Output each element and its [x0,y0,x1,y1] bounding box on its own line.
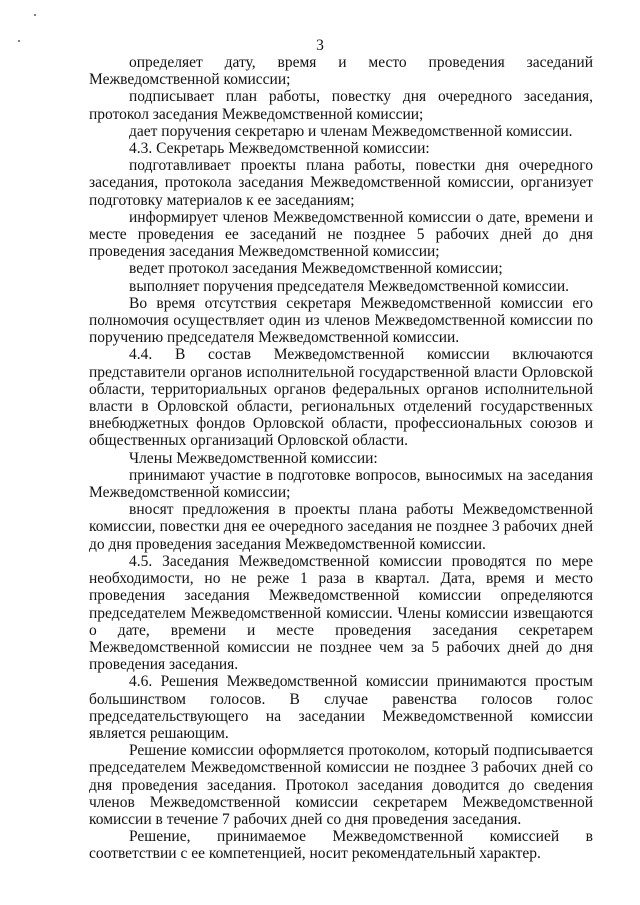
section-heading: 4.3. Секретарь Межведомственной комиссии: [129,140,430,158]
paragraph: дает поручения секретарю и членам Межведомственной комиссии. [129,122,573,140]
paragraph: определяет дату, время и место проведения заседаний Межведомственной комиссии; [89,54,593,89]
paragraph: ведет протокол заседания Межведомственной комиссии; [129,260,503,278]
paragraph: 4.6. Решения Межведомственной комиссии принимаются простым большинством голосов. В случае равенства голосов голос председательствующего на заседании Межведомственной комиссии является решающим. [89,673,593,742]
scan-speck [34,14,36,16]
page-number: 3 [316,37,324,54]
paragraph: информирует членов Межведомственной комиссии о дате, времени и месте проведения ее заседаний не позднее 5 рабочих дней до дня проведения заседания Межведомственной комиссии; [89,208,593,261]
paragraph: принимают участие в подготовке вопросов, выносимых на заседания Межведомственной комиссии; [89,466,593,502]
paragraph: 4.5. Заседания Межведомственной комиссии проводятся по мере необходимости, но не реже 1 раза в квартал. Дата, время и место проведения заседания Межведомственной комиссии определяются председателем Межведомственной комиссии. Члены комиссии извещаются о дате, времени и месте проведения заседания секретарем Межведомственной комиссии не позднее чем за 5 рабочих дней до дня проведения заседания. [89,552,593,674]
document-body [89,54,593,863]
paragraph: подписывает план работы, повестку дня очередного заседания, протокол заседания Межведомственной комиссии; [89,88,593,123]
paragraph: Во время отсутствия секретаря Межведомственной комиссии его полномочия осуществляет один из членов Межведомственной комиссии по поручению председателя Межведомственной комиссии. [89,294,593,347]
paragraph: подготавливает проекты плана работы, повестки дня очередного заседания, протокола заседания Межведомственной комиссии, организует подготовку материалов к ее заседаниям; [89,157,593,209]
paragraph: Решение комиссии оформляется протоколом, который подписывается председателем Межведомственной комиссии не позднее 3 рабочих дней со дня проведения заседания. Протокол заседания доводится до сведения членов Межведомственной комиссии секретарем Межведомственной комиссии в течение 7 рабочих дней со дня проведения заседания. [89,742,593,828]
paragraph: 4.4. В состав Межведомственной комиссии включаются представители органов исполнительной государственной власти Орловской области, территориальных органов федеральных органов исполнительной власти в Орловской области, региональных отделений государственных внебюджетных фондов Орловской области, профессиональных союзов и общественных организаций Орловской области. [89,346,593,450]
scan-speck [18,40,20,42]
paragraph: Члены Межведомственной комиссии: [129,449,378,467]
paragraph: вносят предложения в проекты плана работы Межведомственной комиссии, повестки дня ее очередного заседания не позднее 3 рабочих дней до дня проведения заседания Межведомственной комиссии. [89,501,593,553]
paragraph: выполняет поручения председателя Межведомственной комиссии. [129,277,569,295]
paragraph: Решение, принимаемое Межведомственной комиссией в соответствии с ее компетенцией, носит рекомендательный характер. [89,828,593,863]
